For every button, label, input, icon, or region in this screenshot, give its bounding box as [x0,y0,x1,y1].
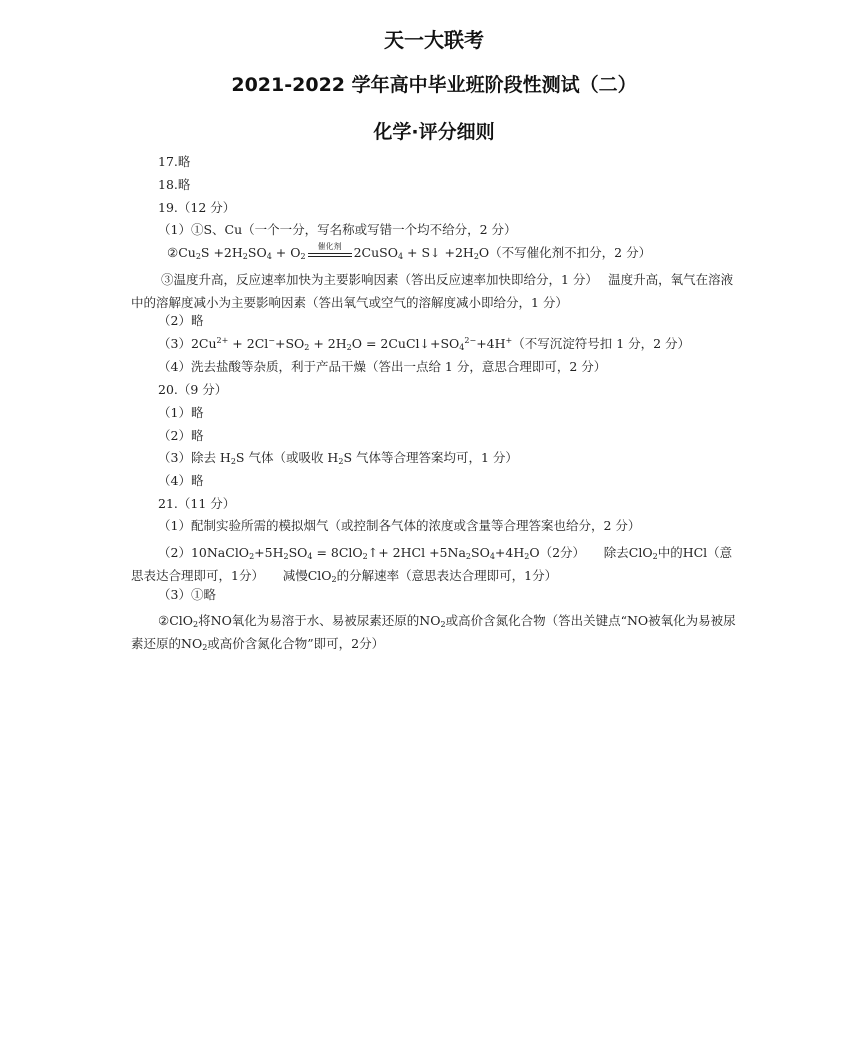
subscript: 2 [652,552,658,561]
text-seg: + 2H [309,336,347,351]
equals-line-bottom [308,256,352,257]
subscript: 2 [249,552,255,561]
text-seg: S +2H [200,245,243,260]
subscript: 2 [362,552,368,561]
subscript: 4 [397,252,404,261]
text-seg: + O [271,245,301,260]
text-seg: S 气体（或吸收 H [235,450,339,465]
subscript: 2 [195,252,201,261]
text-seg: S 气体等合理答案均可，1 分） [343,450,518,465]
question-21-header: 21.（11 分） [158,496,236,511]
subscript: 2 [338,457,344,466]
text-seg: （2）10NaClO [158,545,250,560]
superscript: + [505,336,513,345]
page-title-exam: 2021-2022 学年高中毕业班阶段性测试（二） [231,74,637,96]
text-seg: ②ClO [158,613,194,628]
superscript: 2+ [216,336,229,345]
text-seg: +SO [274,336,305,351]
text-seg: + S↓ +2H [403,245,474,260]
text-seg: O = 2CuCl↓+SO [351,336,460,351]
text-seg: O（2分） 除去ClO [529,545,653,560]
superscript: 2− [464,336,477,345]
reaction-condition [308,242,352,261]
answer-q17: 17.略 [158,154,191,169]
text-seg: 将NO氧化为易溶于水、易被尿素还原的NO [198,613,441,628]
answer-19-2: （2）略 [158,313,204,328]
answer-21-3: （3）①略 [158,587,216,602]
answer-q18: 18.略 [158,177,191,192]
subscript: 4 [307,552,313,561]
subscript: 2 [304,343,310,352]
text-seg: + 2Cl [228,336,269,351]
text-seg: = 8ClO [312,545,363,560]
text-seg: 2CuSO [353,245,398,260]
text-seg: （3）2Cu [158,336,217,351]
page-title-org: 天一大联考 [384,28,484,52]
answer-20-4: （4）略 [158,473,204,488]
answer-19-3 [158,336,690,352]
subscript: 2 [242,252,248,261]
subscript: 4 [489,552,495,561]
text-seg: SO [288,545,308,560]
subscript: 2 [202,643,208,652]
superscript: − [268,336,275,345]
subscript: 4 [459,343,465,352]
catalyst-label: 催化剂 [317,242,342,251]
answer-21-3-part2 [131,609,736,655]
subscript: 2 [230,457,236,466]
text-seg: +4H [494,545,525,560]
answer-19-4: （4）洗去盐酸等杂质，利于产品干燥（答出一点给 1 分，意思合理即可，2 分） [158,359,607,374]
question-19-header: 19.（12 分） [158,200,236,215]
text-seg: ②Cu [167,245,196,260]
text-seg: （不写沉淀符号扣 1 分，2 分） [512,336,691,351]
text-seg: 或高价含氮化合物”即可，2分） [207,636,385,651]
subscript: 2 [440,620,446,629]
text-seg: （3）除去 H [158,450,231,465]
subscript: 2 [346,343,352,352]
text-seg: +5H [254,545,284,560]
text-seg: +4H [476,336,506,351]
subscript: 4 [266,252,272,261]
text-seg: 的分解速率（意思表达合理即可，1分） [336,568,558,583]
subscript: 2 [300,252,306,261]
text-seg: SO [247,245,267,260]
answer-19-1: （1）①S、Cu（一个一分，写名称或写错一个均不给分，2 分） [158,222,517,237]
text-seg: O（不写催化剂不扣分，2 分） [478,245,652,260]
text-seg: 或高价含氮化合物（答出关键点“NO被氧化为易被尿素还原的NO [131,613,736,651]
subscript: 2 [193,620,199,629]
subscript: 2 [524,552,530,561]
page-title-subject: 化学·评分细则 [373,121,495,143]
answer-20-1: （1）略 [158,405,204,420]
answer-20-2: （2）略 [158,428,204,443]
question-20-header: 20.（9 分） [158,382,228,397]
answer-19-1-part3: ③温度升高，反应速率加快为主要影响因素（答出反应速率加快即给分，1 分） 温度升高，氧气在溶液中的溶解度减小为主要影响因素（答出氧气或空气的溶解度减小即给分，1 分） [131,272,734,310]
subscript: 2 [331,575,337,584]
subscript: 2 [473,252,479,261]
answer-21-2 [131,541,736,587]
text-seg: SO [471,545,490,560]
subscript: 2 [465,552,471,561]
answer-19-1-equation [167,242,652,261]
text-seg: ↑+ 2HCl +5Na [367,545,466,560]
equals-line-top [308,253,352,254]
text-seg: 中的HCl（意思表达合理即可，1分） 减慢ClO [131,545,733,583]
subscript: 2 [283,552,289,561]
answer-21-1: （1）配制实验所需的模拟烟气（或控制各气体的浓度或含量等合理答案也给分，2 分） [158,518,641,533]
answer-20-3 [158,450,518,466]
